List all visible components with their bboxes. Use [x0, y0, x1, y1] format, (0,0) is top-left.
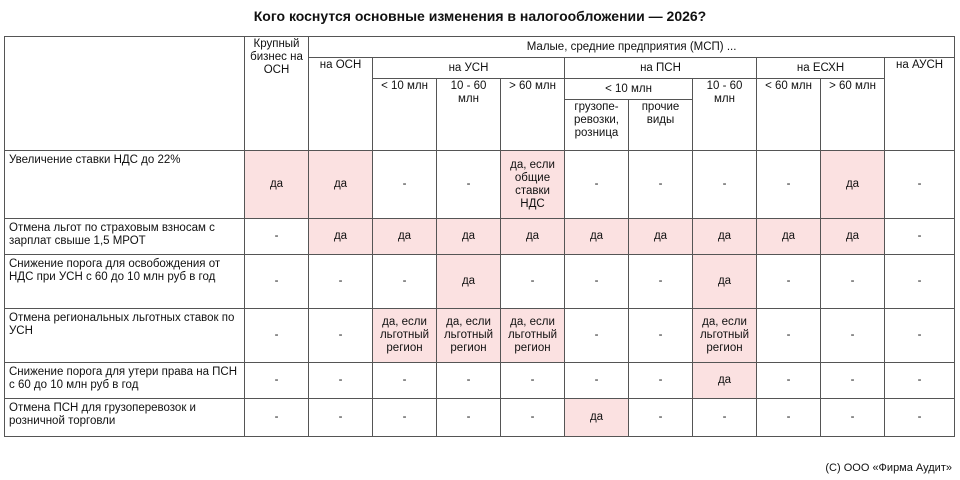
table-cell: - [245, 219, 309, 255]
row-label: Отмена региональных льготных ставок по УСН [5, 309, 245, 363]
table-cell: да [245, 151, 309, 219]
table-cell: - [501, 363, 565, 399]
page-title: Кого коснутся основные изменения в налогообложении — 2026? [253, 8, 707, 24]
table-cell: да [501, 219, 565, 255]
table-cell: - [821, 309, 885, 363]
table-cell: да, если льготный регион [693, 309, 757, 363]
table-cell: - [821, 255, 885, 309]
table-cell: - [565, 363, 629, 399]
table-cell: - [629, 151, 693, 219]
table-cell: - [565, 309, 629, 363]
table-cell: - [885, 399, 955, 437]
header-psn-cargo: грузопе-ревозки, розница [565, 100, 629, 151]
table-cell: да [373, 219, 437, 255]
table-cell: да [437, 219, 501, 255]
table-cell: - [885, 219, 955, 255]
table-cell: - [757, 309, 821, 363]
header-eskhn: на ЕСХН [757, 58, 885, 79]
table-cell: - [693, 151, 757, 219]
header-usn-10-60: 10 - 60 млн [437, 79, 501, 151]
table-cell: да [693, 219, 757, 255]
copyright: (С) ООО «Фирма Аудит» [825, 462, 952, 474]
row-label: Отмена ПСН для грузоперевозок и розничной торговли [5, 399, 245, 437]
table-cell: - [501, 255, 565, 309]
header-eskhn-gt60: > 60 млн [821, 79, 885, 151]
header-psn-lt10: < 10 млн [565, 79, 693, 100]
header-ausn: на АУСН [885, 58, 955, 151]
header-psn: на ПСН [565, 58, 757, 79]
header-usn-gt60: > 60 млн [501, 79, 565, 151]
table-cell: - [757, 399, 821, 437]
table-cell: - [565, 151, 629, 219]
table-cell: - [309, 399, 373, 437]
table-cell: да, если общие ставки НДС [501, 151, 565, 219]
table-cell: да [757, 219, 821, 255]
table-cell: - [437, 151, 501, 219]
header-usn-lt10: < 10 млн [373, 79, 437, 151]
table-row [5, 309, 955, 363]
table-cell: - [245, 309, 309, 363]
table-cell: да, если льготный регион [437, 309, 501, 363]
table-cell: - [629, 399, 693, 437]
table-cell: да, если льготный регион [501, 309, 565, 363]
table-row [5, 255, 955, 309]
table-cell: - [501, 399, 565, 437]
table-cell: да [309, 219, 373, 255]
table-cell: да [309, 151, 373, 219]
table-row [5, 363, 955, 399]
header-usn: на УСН [373, 58, 565, 79]
table-cell: да, если льготный регион [373, 309, 437, 363]
header-large-business: Крупный бизнес на ОСН [245, 37, 309, 151]
table-cell: - [757, 255, 821, 309]
table-cell: - [309, 255, 373, 309]
table-cell: да [629, 219, 693, 255]
table-cell: - [629, 255, 693, 309]
header-sme: Малые, средние предприятия (МСП) ... [309, 37, 955, 58]
table-cell: - [245, 363, 309, 399]
table-cell: да [693, 363, 757, 399]
table-cell: - [885, 309, 955, 363]
header-eskhn-lt60: < 60 млн [757, 79, 821, 151]
table-cell: - [245, 255, 309, 309]
table-cell: - [373, 399, 437, 437]
table-cell: - [309, 309, 373, 363]
table-cell: - [245, 399, 309, 437]
row-label: Снижение порога для утери права на ПСН с 60 до 10 млн руб в год [5, 363, 245, 399]
table-cell: - [821, 399, 885, 437]
header-osn: на ОСН [309, 58, 373, 151]
table-cell: - [629, 363, 693, 399]
table-row [5, 219, 955, 255]
table-cell: - [885, 255, 955, 309]
table-cell: да [437, 255, 501, 309]
table-cell: да [821, 219, 885, 255]
table-row [5, 399, 955, 437]
table-cell: - [437, 363, 501, 399]
row-label: Увеличение ставки НДС до 22% [5, 151, 245, 219]
header-corner [5, 37, 245, 151]
table-cell: да [565, 219, 629, 255]
table-cell: - [437, 399, 501, 437]
row-label: Снижение порога для освобождения от НДС при УСН с 60 до 10 млн руб в год [5, 255, 245, 309]
table-cell: - [885, 151, 955, 219]
table-cell: - [373, 255, 437, 309]
table-cell: - [629, 309, 693, 363]
table-row [5, 151, 955, 219]
table-cell: да [693, 255, 757, 309]
tax-changes-table [4, 36, 955, 437]
table-cell: - [757, 151, 821, 219]
table-cell: да [821, 151, 885, 219]
header-psn-other: прочие виды [629, 100, 693, 151]
table-cell: - [373, 363, 437, 399]
table-cell: - [565, 255, 629, 309]
table-cell: - [373, 151, 437, 219]
row-label: Отмена льгот по страховым взносам с зарплат свыше 1,5 МРОТ [5, 219, 245, 255]
table-cell: - [757, 363, 821, 399]
table-cell: - [885, 363, 955, 399]
table-cell: - [309, 363, 373, 399]
table-cell: - [693, 399, 757, 437]
table-cell: да [565, 399, 629, 437]
header-psn-10-60: 10 - 60 млн [693, 79, 757, 151]
table-cell: - [821, 363, 885, 399]
